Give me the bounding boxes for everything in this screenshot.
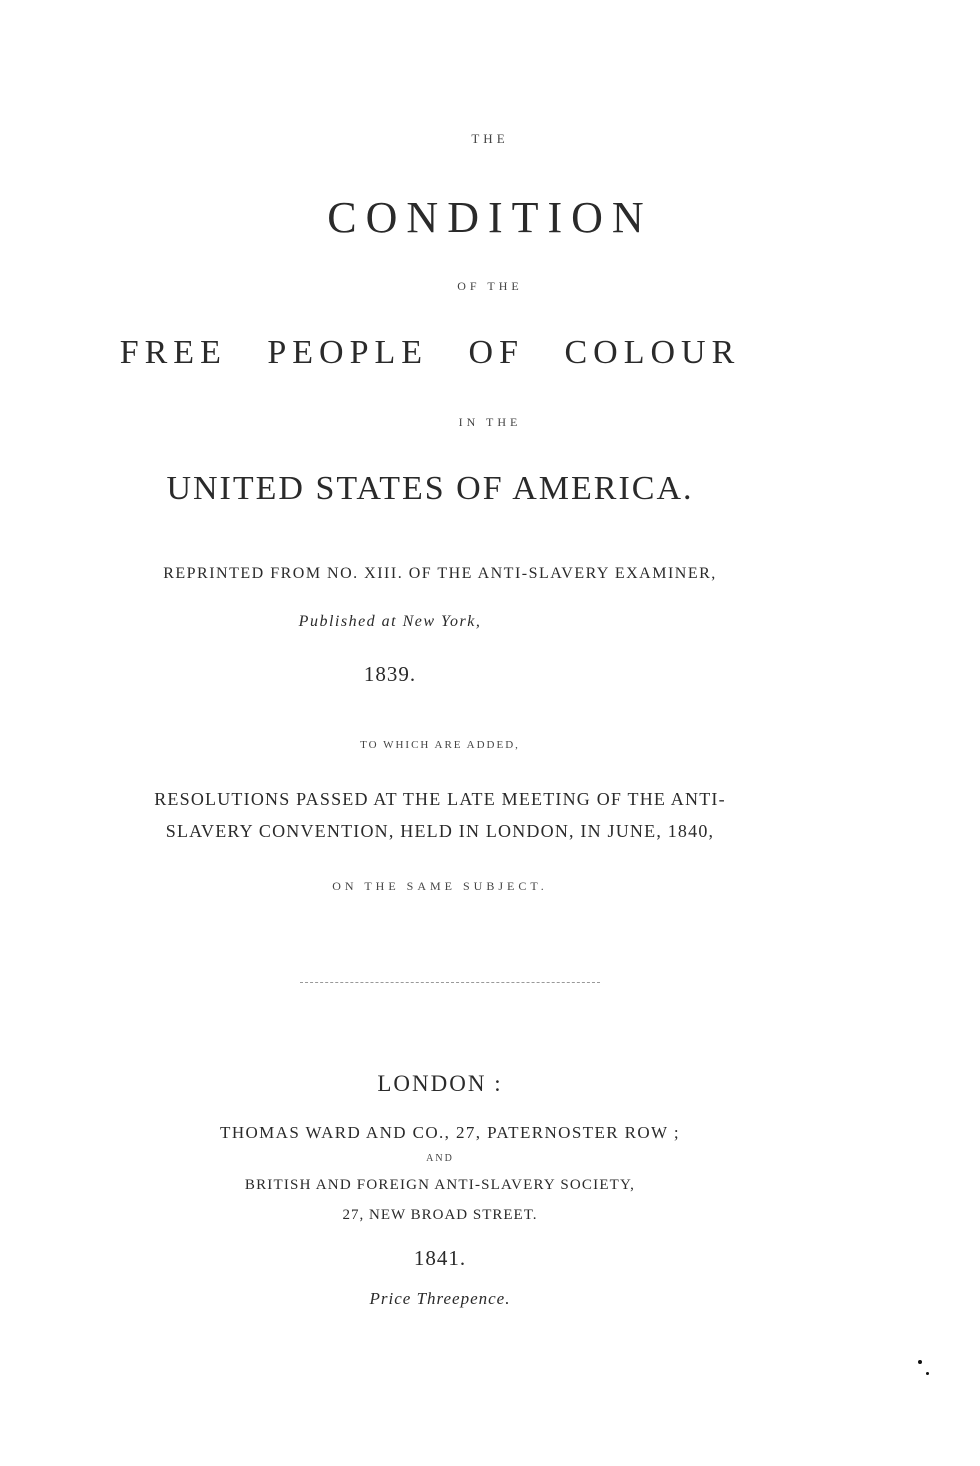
reprint-note: REPRINTED FROM NO. XIII. OF THE ANTI-SLAVERY EXAMINER, [163, 565, 717, 582]
resolutions-line-2: SLAVERY CONVENTION, HELD IN LONDON, IN JUNE, 1840, [165, 821, 715, 841]
heading-the: THE [471, 131, 509, 146]
title-condition: CONDITION [327, 193, 653, 242]
resolutions-line-1: RESOLUTIONS PASSED AT THE LATE MEETING OF THE ANTI- [154, 789, 726, 809]
price-note: Price Threepence. [369, 1289, 511, 1308]
imprint-publisher: THOMAS WARD AND CO., 27, PATERNOSTER ROW ; [220, 1123, 680, 1142]
imprint-city: LONDON : [377, 1071, 503, 1096]
heading-of-the: OF THE [457, 279, 523, 293]
original-year: 1839. [363, 662, 417, 686]
divider-rule [300, 982, 600, 983]
imprint-address: 27, NEW BROAD STREET. [342, 1207, 538, 1223]
heading-in-the: IN THE [458, 415, 522, 429]
added-note: TO WHICH ARE ADDED, [360, 739, 520, 751]
same-subject-note: ON THE SAME SUBJECT. [332, 879, 548, 893]
ink-speck [918, 1360, 922, 1364]
title-free-people-of-colour: FREE PEOPLE OF COLOUR [119, 334, 741, 371]
imprint-society: BRITISH AND FOREIGN ANTI-SLAVERY SOCIETY, [244, 1177, 636, 1193]
imprint-and: AND [426, 1153, 454, 1164]
publication-place: Published at New York, [298, 613, 482, 630]
title-united-states: UNITED STATES OF AMERICA. [166, 470, 694, 507]
imprint-year: 1841. [413, 1246, 467, 1270]
ink-speck [926, 1372, 929, 1375]
